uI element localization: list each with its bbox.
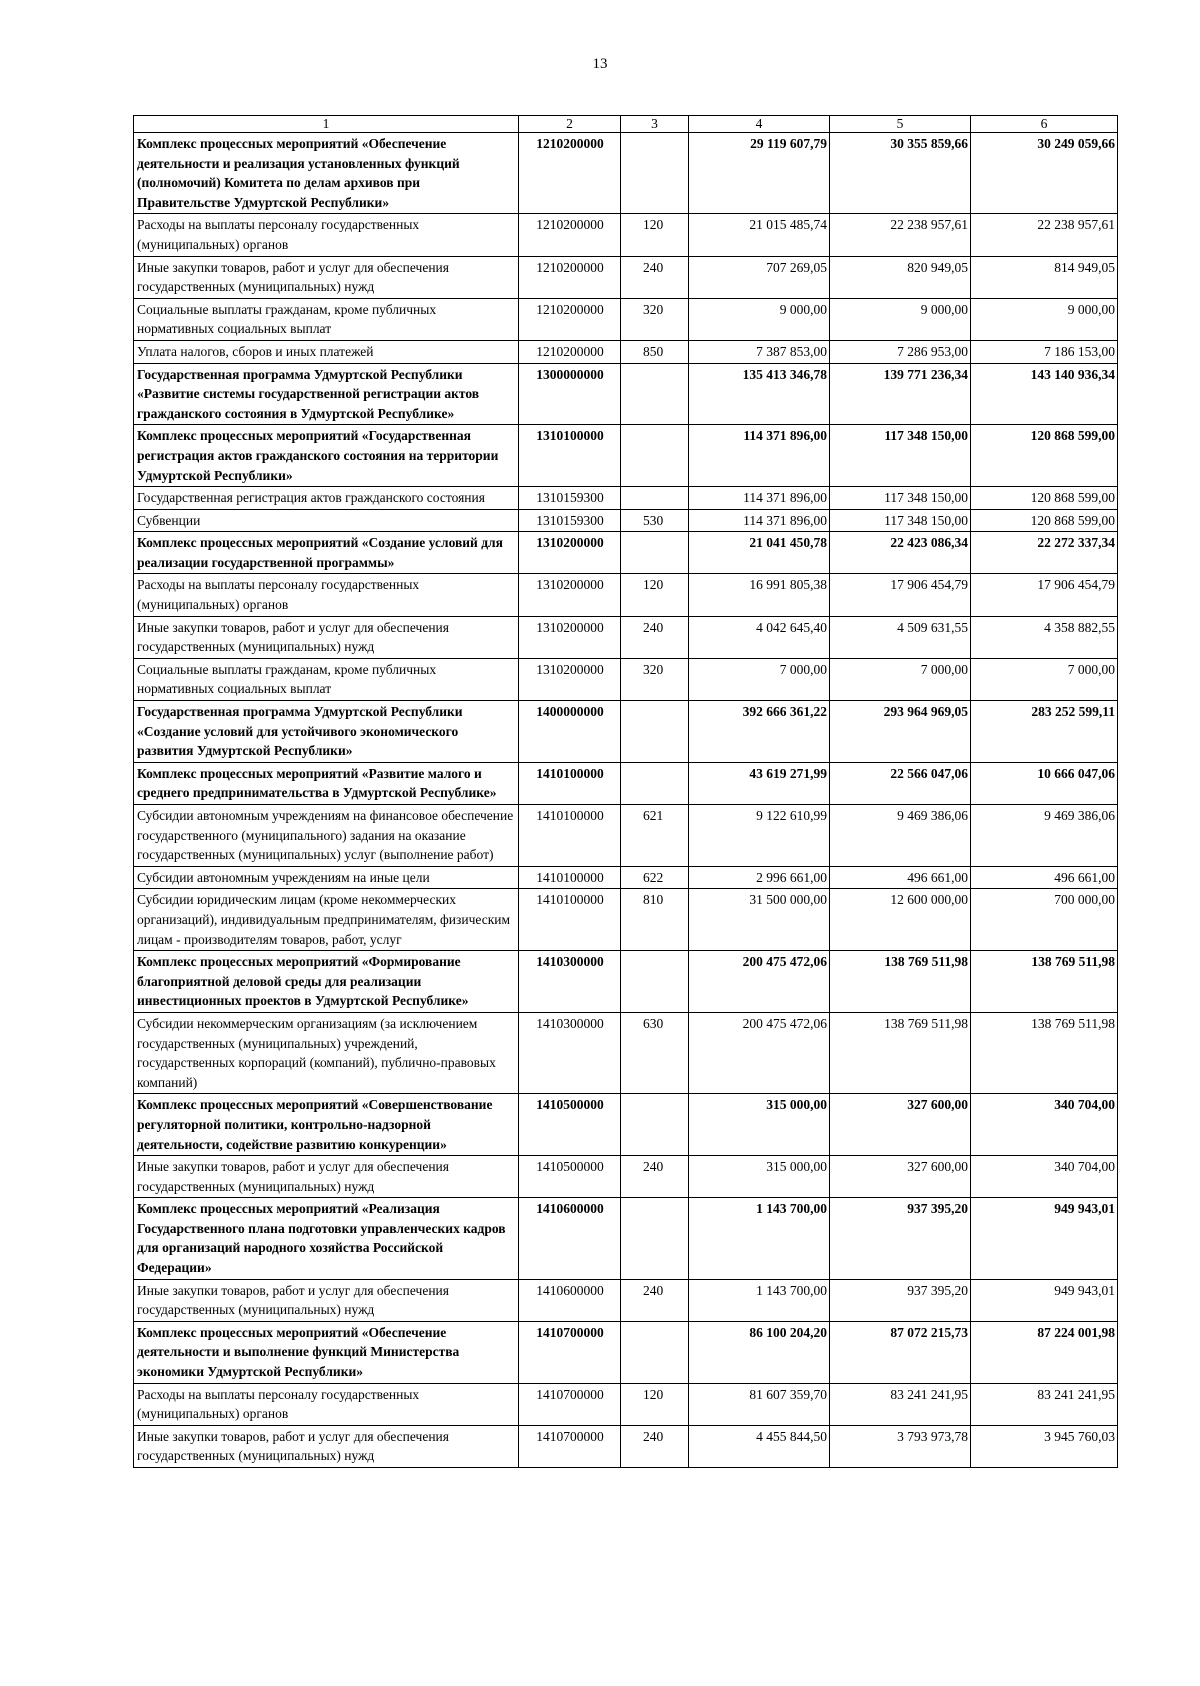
row-amount-col4: 31 500 000,00 [689, 889, 830, 951]
row-amount-col6: 138 769 511,98 [971, 951, 1118, 1013]
row-amount-col4: 86 100 204,20 [689, 1321, 830, 1383]
table-row [134, 256, 1118, 298]
row-type-code [621, 1094, 689, 1156]
row-type-code: 120 [621, 1383, 689, 1425]
row-amount-col5: 139 771 236,34 [830, 363, 971, 425]
row-amount-col4: 4 042 645,40 [689, 616, 830, 658]
table-row [134, 363, 1118, 425]
row-description: Субвенции [134, 509, 519, 532]
row-description: Комплекс процессных мероприятий «Обеспечение деятельности и реализация установленных функций (полномочий) Комитета по делам архивов при Правительстве Удмуртской Республики» [134, 133, 519, 214]
row-type-code [621, 133, 689, 214]
row-amount-col6: 814 949,05 [971, 256, 1118, 298]
row-amount-col5: 293 964 969,05 [830, 701, 971, 763]
row-amount-col5: 12 600 000,00 [830, 889, 971, 951]
row-amount-col6: 340 704,00 [971, 1156, 1118, 1198]
row-amount-col5: 327 600,00 [830, 1094, 971, 1156]
row-amount-col5: 937 395,20 [830, 1279, 971, 1321]
row-description: Комплекс процессных мероприятий «Государственная регистрация актов гражданского состояния на территории Удмуртской Республики» [134, 425, 519, 487]
header-cell: 1 [134, 116, 519, 133]
row-amount-col4: 9 000,00 [689, 298, 830, 340]
row-amount-col5: 17 906 454,79 [830, 574, 971, 616]
row-type-code: 850 [621, 340, 689, 363]
row-code: 1410700000 [519, 1321, 621, 1383]
table-row [134, 133, 1118, 214]
row-amount-col5: 138 769 511,98 [830, 951, 971, 1013]
row-type-code: 320 [621, 658, 689, 700]
row-type-code: 810 [621, 889, 689, 951]
row-amount-col4: 81 607 359,70 [689, 1383, 830, 1425]
row-amount-col4: 392 666 361,22 [689, 701, 830, 763]
row-amount-col4: 114 371 896,00 [689, 487, 830, 510]
row-description: Иные закупки товаров, работ и услуг для обеспечения государственных (муниципальных) нужд [134, 256, 519, 298]
row-amount-col4: 1 143 700,00 [689, 1198, 830, 1279]
header-cell: 5 [830, 116, 971, 133]
page-number: 13 [592, 56, 608, 72]
table-row [134, 1012, 1118, 1093]
row-type-code [621, 951, 689, 1013]
header-cell: 2 [519, 116, 621, 133]
row-amount-col5: 7 000,00 [830, 658, 971, 700]
table-row [134, 1383, 1118, 1425]
row-amount-col4: 114 371 896,00 [689, 425, 830, 487]
table-row [134, 1279, 1118, 1321]
row-amount-col6: 4 358 882,55 [971, 616, 1118, 658]
row-amount-col4: 21 041 450,78 [689, 532, 830, 574]
row-type-code: 530 [621, 509, 689, 532]
row-amount-col6: 87 224 001,98 [971, 1321, 1118, 1383]
row-type-code: 120 [621, 214, 689, 256]
row-type-code: 622 [621, 866, 689, 889]
row-description: Социальные выплаты гражданам, кроме публичных нормативных социальных выплат [134, 658, 519, 700]
row-amount-col5: 22 566 047,06 [830, 762, 971, 804]
row-amount-col6: 283 252 599,11 [971, 701, 1118, 763]
row-amount-col4: 135 413 346,78 [689, 363, 830, 425]
header-cell: 4 [689, 116, 830, 133]
row-amount-col6: 22 238 957,61 [971, 214, 1118, 256]
row-description: Субсидии автономным учреждениям на финансовое обеспечение государственного (муниципального) задания на оказание государственных (муниципальных) услуг (выполнение работ) [134, 805, 519, 867]
row-code: 1210200000 [519, 256, 621, 298]
row-amount-col6: 83 241 241,95 [971, 1383, 1118, 1425]
row-amount-col6: 17 906 454,79 [971, 574, 1118, 616]
table-row [134, 616, 1118, 658]
row-amount-col5: 30 355 859,66 [830, 133, 971, 214]
row-type-code: 621 [621, 805, 689, 867]
table-row [134, 487, 1118, 510]
header-cell: 6 [971, 116, 1118, 133]
row-amount-col6: 7 186 153,00 [971, 340, 1118, 363]
row-amount-col4: 21 015 485,74 [689, 214, 830, 256]
row-amount-col4: 200 475 472,06 [689, 951, 830, 1013]
row-amount-col5: 9 469 386,06 [830, 805, 971, 867]
row-description: Комплекс процессных мероприятий «Формирование благоприятной деловой среды для реализации инвестиционных проектов в Удмуртской Республике» [134, 951, 519, 1013]
header-cell: 3 [621, 116, 689, 133]
row-amount-col5: 820 949,05 [830, 256, 971, 298]
row-amount-col5: 9 000,00 [830, 298, 971, 340]
row-code: 1310100000 [519, 425, 621, 487]
row-amount-col5: 327 600,00 [830, 1156, 971, 1198]
row-type-code: 240 [621, 1156, 689, 1198]
header-row [134, 116, 1118, 133]
row-amount-col6: 9 469 386,06 [971, 805, 1118, 867]
row-code: 1210200000 [519, 133, 621, 214]
row-description: Комплекс процессных мероприятий «Развитие малого и среднего предпринимательства в Удмуртской Республике» [134, 762, 519, 804]
table-row [134, 1198, 1118, 1279]
row-code: 1410600000 [519, 1198, 621, 1279]
table-row [134, 298, 1118, 340]
row-amount-col5: 117 348 150,00 [830, 509, 971, 532]
row-code: 1410700000 [519, 1425, 621, 1467]
row-type-code: 240 [621, 616, 689, 658]
row-type-code: 240 [621, 1425, 689, 1467]
table-row [134, 1094, 1118, 1156]
row-amount-col4: 7 387 853,00 [689, 340, 830, 363]
row-amount-col6: 120 868 599,00 [971, 487, 1118, 510]
row-description: Уплата налогов, сборов и иных платежей [134, 340, 519, 363]
row-description: Иные закупки товаров, работ и услуг для обеспечения государственных (муниципальных) нужд [134, 1156, 519, 1198]
row-code: 1410100000 [519, 889, 621, 951]
row-description: Государственная программа Удмуртской Республики «Создание условий для устойчивого экономического развития Удмуртской Республики» [134, 701, 519, 763]
row-description: Иные закупки товаров, работ и услуг для обеспечения государственных (муниципальных) нужд [134, 1425, 519, 1467]
row-description: Субсидии автономным учреждениям на иные цели [134, 866, 519, 889]
row-type-code [621, 701, 689, 763]
row-amount-col4: 707 269,05 [689, 256, 830, 298]
row-code: 1310200000 [519, 532, 621, 574]
row-type-code [621, 425, 689, 487]
table-row [134, 805, 1118, 867]
row-type-code: 320 [621, 298, 689, 340]
row-code: 1300000000 [519, 363, 621, 425]
row-code: 1410100000 [519, 805, 621, 867]
row-amount-col4: 2 996 661,00 [689, 866, 830, 889]
row-code: 1210200000 [519, 340, 621, 363]
row-code: 1310200000 [519, 616, 621, 658]
row-code: 1310159300 [519, 487, 621, 510]
row-amount-col5: 117 348 150,00 [830, 487, 971, 510]
row-code: 1310200000 [519, 658, 621, 700]
table-row [134, 532, 1118, 574]
row-description: Расходы на выплаты персоналу государственных (муниципальных) органов [134, 574, 519, 616]
row-amount-col6: 22 272 337,34 [971, 532, 1118, 574]
row-amount-col6: 496 661,00 [971, 866, 1118, 889]
row-amount-col5: 7 286 953,00 [830, 340, 971, 363]
table-row [134, 889, 1118, 951]
row-amount-col4: 200 475 472,06 [689, 1012, 830, 1093]
row-code: 1210200000 [519, 298, 621, 340]
row-amount-col4: 315 000,00 [689, 1094, 830, 1156]
row-amount-col4: 1 143 700,00 [689, 1279, 830, 1321]
row-code: 1410500000 [519, 1094, 621, 1156]
row-amount-col4: 43 619 271,99 [689, 762, 830, 804]
row-code: 1410300000 [519, 951, 621, 1013]
row-code: 1400000000 [519, 701, 621, 763]
row-code: 1410100000 [519, 866, 621, 889]
row-amount-col5: 117 348 150,00 [830, 425, 971, 487]
row-amount-col5: 496 661,00 [830, 866, 971, 889]
row-type-code: 240 [621, 256, 689, 298]
row-description: Субсидии юридическим лицам (кроме некоммерческих организаций), индивидуальным предпринимателям, физическим лицам - производителям товаров, работ, услуг [134, 889, 519, 951]
row-description: Иные закупки товаров, работ и услуг для обеспечения государственных (муниципальных) нужд [134, 1279, 519, 1321]
row-description: Государственная программа Удмуртской Республики «Развитие системы государственной регистрации актов гражданского состояния в Удмуртской Республике» [134, 363, 519, 425]
row-code: 1410600000 [519, 1279, 621, 1321]
table-row [134, 574, 1118, 616]
row-amount-col5: 83 241 241,95 [830, 1383, 971, 1425]
row-amount-col5: 937 395,20 [830, 1198, 971, 1279]
row-amount-col5: 22 423 086,34 [830, 532, 971, 574]
row-type-code [621, 487, 689, 510]
row-amount-col4: 315 000,00 [689, 1156, 830, 1198]
table-row [134, 214, 1118, 256]
row-code: 1410300000 [519, 1012, 621, 1093]
table-row [134, 658, 1118, 700]
row-amount-col6: 30 249 059,66 [971, 133, 1118, 214]
row-code: 1310200000 [519, 574, 621, 616]
row-amount-col6: 10 666 047,06 [971, 762, 1118, 804]
row-code: 1310159300 [519, 509, 621, 532]
table-row [134, 701, 1118, 763]
row-type-code [621, 532, 689, 574]
row-amount-col4: 7 000,00 [689, 658, 830, 700]
row-description: Комплекс процессных мероприятий «Реализация Государственного плана подготовки управленческих кадров для организаций народного хозяйства Российской Федерации» [134, 1198, 519, 1279]
table-row [134, 762, 1118, 804]
row-amount-col6: 7 000,00 [971, 658, 1118, 700]
row-amount-col4: 29 119 607,79 [689, 133, 830, 214]
row-code: 1410700000 [519, 1383, 621, 1425]
row-amount-col6: 949 943,01 [971, 1279, 1118, 1321]
table-row [134, 340, 1118, 363]
row-amount-col6: 143 140 936,34 [971, 363, 1118, 425]
row-amount-col4: 114 371 896,00 [689, 509, 830, 532]
table-row [134, 866, 1118, 889]
row-amount-col4: 16 991 805,38 [689, 574, 830, 616]
table-row [134, 425, 1118, 487]
row-type-code: 120 [621, 574, 689, 616]
row-description: Расходы на выплаты персоналу государственных (муниципальных) органов [134, 1383, 519, 1425]
row-code: 1410100000 [519, 762, 621, 804]
row-code: 1410500000 [519, 1156, 621, 1198]
row-type-code: 240 [621, 1279, 689, 1321]
row-amount-col5: 4 509 631,55 [830, 616, 971, 658]
row-amount-col5: 87 072 215,73 [830, 1321, 971, 1383]
table-row [134, 951, 1118, 1013]
row-amount-col6: 120 868 599,00 [971, 425, 1118, 487]
row-description: Иные закупки товаров, работ и услуг для обеспечения государственных (муниципальных) нужд [134, 616, 519, 658]
table-row [134, 509, 1118, 532]
row-amount-col5: 3 793 973,78 [830, 1425, 971, 1467]
row-amount-col6: 949 943,01 [971, 1198, 1118, 1279]
row-amount-col6: 120 868 599,00 [971, 509, 1118, 532]
row-description: Государственная регистрация актов гражданского состояния [134, 487, 519, 510]
row-amount-col6: 3 945 760,03 [971, 1425, 1118, 1467]
row-type-code: 630 [621, 1012, 689, 1093]
budget-table [133, 115, 1118, 1468]
row-amount-col4: 4 455 844,50 [689, 1425, 830, 1467]
row-amount-col5: 22 238 957,61 [830, 214, 971, 256]
row-amount-col6: 700 000,00 [971, 889, 1118, 951]
row-description: Социальные выплаты гражданам, кроме публичных нормативных социальных выплат [134, 298, 519, 340]
row-amount-col4: 9 122 610,99 [689, 805, 830, 867]
table-row [134, 1321, 1118, 1383]
row-amount-col6: 138 769 511,98 [971, 1012, 1118, 1093]
row-description: Расходы на выплаты персоналу государственных (муниципальных) органов [134, 214, 519, 256]
row-amount-col6: 9 000,00 [971, 298, 1118, 340]
row-type-code [621, 762, 689, 804]
row-description: Комплекс процессных мероприятий «Создание условий для реализации государственной программы» [134, 532, 519, 574]
row-description: Комплекс процессных мероприятий «Обеспечение деятельности и выполнение функций Министерства экономики Удмуртской Республики» [134, 1321, 519, 1383]
row-amount-col6: 340 704,00 [971, 1094, 1118, 1156]
row-type-code [621, 1321, 689, 1383]
row-description: Субсидии некоммерческим организациям (за исключением государственных (муниципальных) учреждений, государственных корпораций (компаний), публично-правовых компаний) [134, 1012, 519, 1093]
row-description: Комплекс процессных мероприятий «Совершенствование регуляторной политики, контрольно-надзорной деятельности, содействие развитию конкуренции» [134, 1094, 519, 1156]
row-code: 1210200000 [519, 214, 621, 256]
table-row [134, 1425, 1118, 1467]
row-type-code [621, 363, 689, 425]
row-type-code [621, 1198, 689, 1279]
table-row [134, 1156, 1118, 1198]
row-amount-col5: 138 769 511,98 [830, 1012, 971, 1093]
